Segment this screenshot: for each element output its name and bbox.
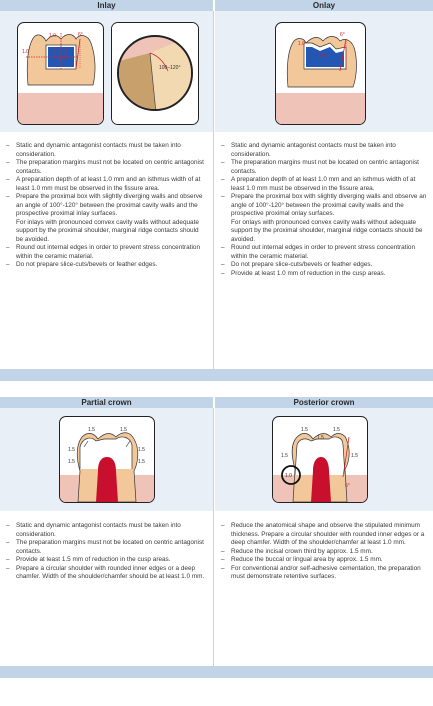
posterior-label-top-left: 1.5	[301, 427, 308, 433]
inlay-header	[0, 0, 213, 11]
onlay-label-angle: 6°	[340, 32, 345, 38]
bottom-column-divider	[213, 408, 214, 666]
list-item: – Reduce the incisal crown third by approx. 1.5 mm.	[221, 548, 427, 557]
list-item: – Round out internal edges in order to prevent stress concentration within the ceramic material.	[221, 244, 427, 261]
posterior-label-angle: 6°	[345, 483, 350, 489]
top-column-divider	[213, 11, 214, 369]
inlay-tooth-figure	[17, 22, 104, 125]
onlay-label-center: 1.0	[318, 53, 325, 59]
onlay-title: Onlay	[312, 1, 336, 10]
list-item: – Reduce the buccal or lingual area by approx. 1.5 mm.	[221, 556, 427, 565]
list-item: – Prepare the proximal box with slightly diverging walls and observe an angle of 100°-120° between the proximal cavity walls and the prospective proximal onlay surfaces.	[221, 193, 427, 219]
list-item: – Static and dynamic antagonist contacts must be taken into consideration.	[6, 522, 206, 539]
list-item: – The preparation margins must not be located on centric antagonist contacts.	[6, 159, 206, 176]
inlay-detail-figure	[111, 22, 199, 125]
posterior-label-side-right: 1.5	[351, 453, 358, 459]
partial-crown-figure	[59, 416, 155, 503]
list-item: – The preparation margins must not be located on centric antagonist contacts.	[6, 539, 206, 556]
list-item: – Provide at least 1.5 mm of reduction in the cusp areas.	[6, 556, 206, 565]
list-item: – Provide at least 1.0 mm of reduction in the cusp areas.	[221, 270, 427, 279]
posterior-label-shoulder: 1.0	[285, 473, 292, 479]
posterior-label-side-left: 1.5	[281, 453, 288, 459]
list-item: – Do not prepare slice-cuts/bevels or feather edges.	[221, 261, 427, 270]
inlay-label-angle: 6°	[78, 32, 83, 38]
posterior-crown-title: Posterior crown	[293, 398, 355, 407]
list-note: For inlays with pronounced convex cavity walls without adequate support by the proximal shoulder, marginal ridge contacts should be avoided.	[16, 218, 199, 243]
list-item: – Reduce the anatomical shape and observe the stipulated minimum thickness. Prepare a circular shoulder with rounded inner edges or a deep chamfer. Width of the shoulder/chamfer at least 1.0 mm.	[221, 522, 427, 548]
posterior-crown-header	[215, 397, 433, 408]
footer-band	[0, 666, 433, 678]
inlay-label-width: 1.0	[22, 49, 29, 55]
list-item: – Do not prepare slice-cuts/bevels or feather edges.	[6, 261, 206, 270]
list-item: – The preparation margins must not be located on centric antagonist contacts.	[221, 159, 427, 176]
partial-crown-title: Partial crown	[81, 398, 132, 407]
inlay-label-depth: 1.0	[49, 33, 56, 39]
partial-crown-guideline-list	[6, 522, 206, 582]
list-item: – Prepare the proximal box with slightly diverging walls and observe an angle of 100°-120° between the proximal cavity walls and the prospective proximal inlay surfaces.	[6, 193, 206, 219]
inlay-title: Inlay	[97, 1, 116, 10]
partial-label-side-right: 1.5	[138, 447, 145, 453]
section-separator	[0, 369, 433, 381]
inlay-guideline-list	[6, 142, 206, 270]
list-item: – A preparation depth of at least 1.0 mm and an isthmus width of at least 1.0 mm must be observed in the fissure area.	[6, 176, 206, 193]
list-item: – Round out internal edges in order to prevent stress concentration within the ceramic material.	[6, 244, 206, 261]
posterior-crown-figure	[272, 416, 368, 503]
partial-label-top-right: 1.5	[120, 427, 127, 433]
posterior-crown-guideline-list	[221, 522, 427, 582]
posterior-label-top-right: 1.5	[333, 427, 340, 433]
list-item: – Static and dynamic antagonist contacts must be taken into consideration.	[221, 142, 427, 159]
list-note: For onlays with pronounced convex cavity walls without adequate support by the proximal shoulder, marginal ridge contacts should be avoided.	[231, 218, 423, 243]
partial-label-cusp-right: 1.5	[138, 459, 145, 465]
partial-crown-header	[0, 397, 213, 408]
partial-label-side-left: 1.5	[68, 447, 75, 453]
list-item: – Prepare a circular shoulder with rounded inner edges or a deep chamfer. Width of the shoulder/chamfer should be at least 1.0 mm.	[6, 565, 206, 582]
onlay-guideline-list	[221, 142, 427, 278]
list-item: – For conventional and/or self-adhesive cementation, the preparation must demonstrate retentive surfaces.	[221, 565, 427, 582]
list-item: – A preparation depth of at least 1.0 mm and an isthmus width of at least 1.0 mm must be observed in the fissure area.	[221, 176, 427, 193]
onlay-header	[215, 0, 433, 11]
partial-label-cusp-left: 1.5	[68, 459, 75, 465]
inlay-detail-angle: 100–120°	[159, 65, 181, 71]
onlay-tooth-figure	[275, 22, 366, 125]
partial-label-top-left: 1.5	[88, 427, 95, 433]
onlay-label-left: 1.0	[298, 41, 305, 47]
list-item: – Static and dynamic antagonist contacts must be taken into consideration.	[6, 142, 206, 159]
posterior-label-center: 1.5	[317, 435, 324, 441]
